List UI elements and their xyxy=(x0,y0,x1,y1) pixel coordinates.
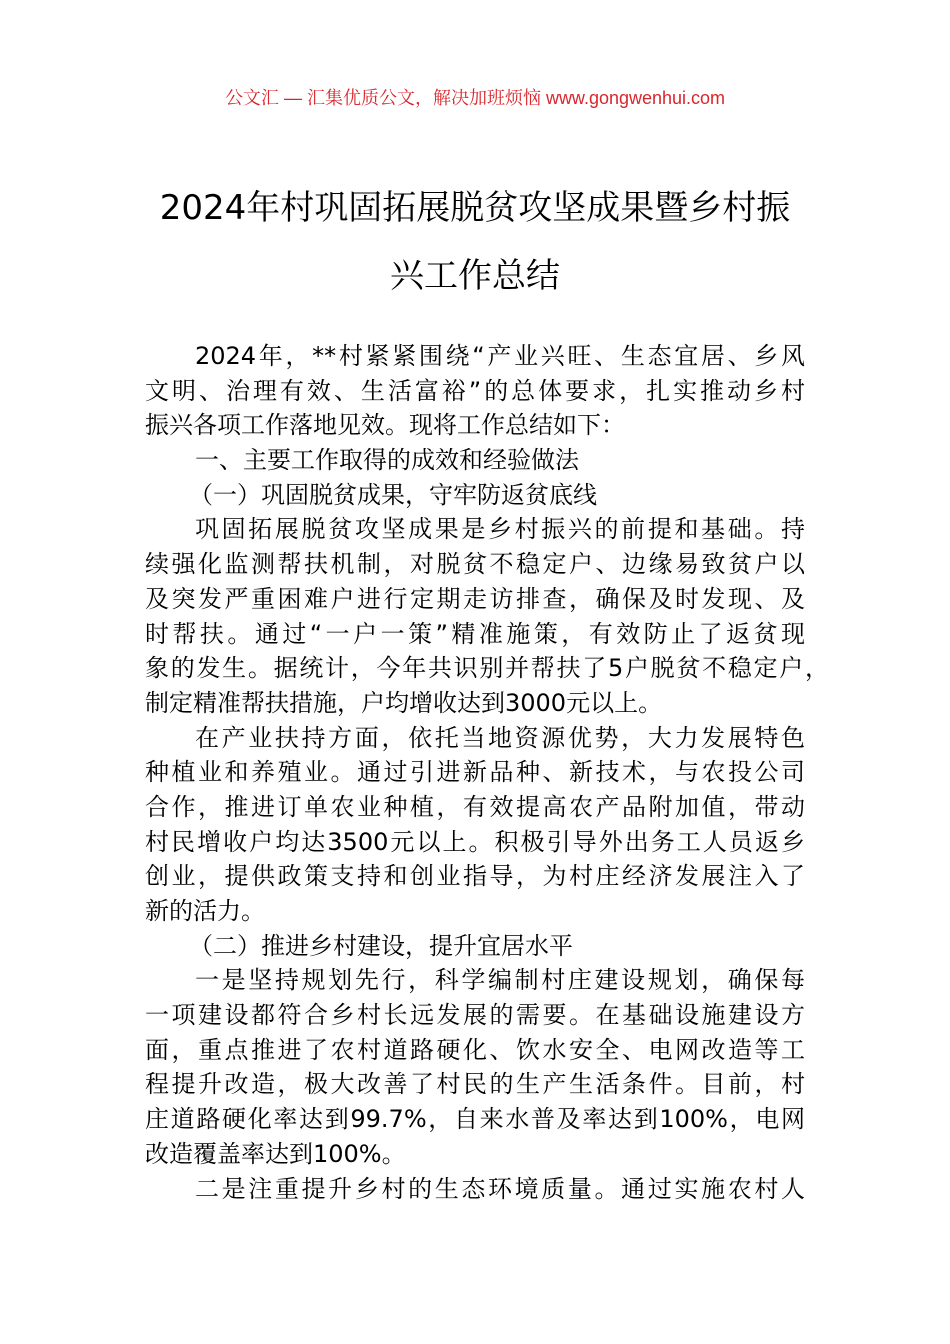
paragraph-line: 面，重点推进了农村道路硬化、饮水安全、电网改造等工 xyxy=(145,1035,805,1064)
document-title-line-1: 2024年村巩固拓展脱贫攻坚成果暨乡村振 xyxy=(159,188,791,228)
paragraph-line: 种植业和养殖业。通过引进新品种、新技术，与农投公司 xyxy=(145,758,805,787)
paragraph-line: 新的活力。 xyxy=(145,897,265,925)
paragraph-line: 2024年，**村紧紧围绕“产业兴旺、生态宜居、乡风 xyxy=(195,342,805,370)
subsection-heading: （二）推进乡村建设，提升宜居水平 xyxy=(189,931,573,960)
site-banner: 公文汇 — 汇集优质公文，解决加班烦恼 www.gongwenhui.com xyxy=(224,88,726,108)
paragraph-line: 改造覆盖率达到100%。 xyxy=(145,1139,406,1168)
paragraph-line: 一项建设都符合乡村长远发展的需要。在基础设施建设方 xyxy=(145,1001,805,1030)
document-body xyxy=(145,339,829,1206)
paragraph-line: 巩固拓展脱贫攻坚成果是乡村振兴的前提和基础。持 xyxy=(195,515,805,544)
paragraph-line: 村民增收户均达3500元以上。积极引导外出务工人员返乡 xyxy=(145,827,805,856)
paragraph-line: 合作，推进订单农业种植，有效提高农产品附加值，带动 xyxy=(145,792,805,821)
paragraph-line: 一是坚持规划先行，科学编制村庄建设规划，确保每 xyxy=(195,966,805,995)
paragraph-line: 二是注重提升乡村的生态环境质量。通过实施农村人 xyxy=(195,1174,805,1203)
paragraph-line: 象的发生。据统计，今年共识别并帮扶了5户脱贫不稳定户， xyxy=(145,654,829,683)
subsection-heading: （一）巩固脱贫成果，守牢防返贫底线 xyxy=(189,480,597,509)
paragraph-line: 庄道路硬化率达到99.7%，自来水普及率达到100%，电网 xyxy=(145,1105,805,1134)
paragraph-line: 及突发严重困难户进行定期走访排查，确保及时发现、及 xyxy=(145,584,805,613)
paragraph-line: 时帮扶。通过“一户一策”精准施策，有效防止了返贫现 xyxy=(145,619,805,648)
paragraph-line: 振兴各项工作落地见效。现将工作总结如下： xyxy=(145,411,625,440)
section-heading: 一、主要工作取得的成效和经验做法 xyxy=(195,446,579,475)
paragraph-line: 续强化监测帮扶机制，对脱贫不稳定户、边缘易致贫户以 xyxy=(145,550,805,579)
paragraph-line: 创业，提供政策支持和创业指导，为村庄经济发展注入了 xyxy=(145,862,805,891)
paragraph-line: 在产业扶持方面，依托当地资源优势，大力发展特色 xyxy=(195,723,805,752)
paragraph-line: 文明、治理有效、生活富裕”的总体要求，扎实推动乡村 xyxy=(145,376,805,405)
document-title-line-2: 兴工作总结 xyxy=(390,256,560,296)
paragraph-line: 制定精准帮扶措施，户均增收达到3000元以上。 xyxy=(145,688,663,717)
paragraph-line: 程提升改造，极大改善了村民的生产生活条件。目前，村 xyxy=(145,1070,805,1099)
